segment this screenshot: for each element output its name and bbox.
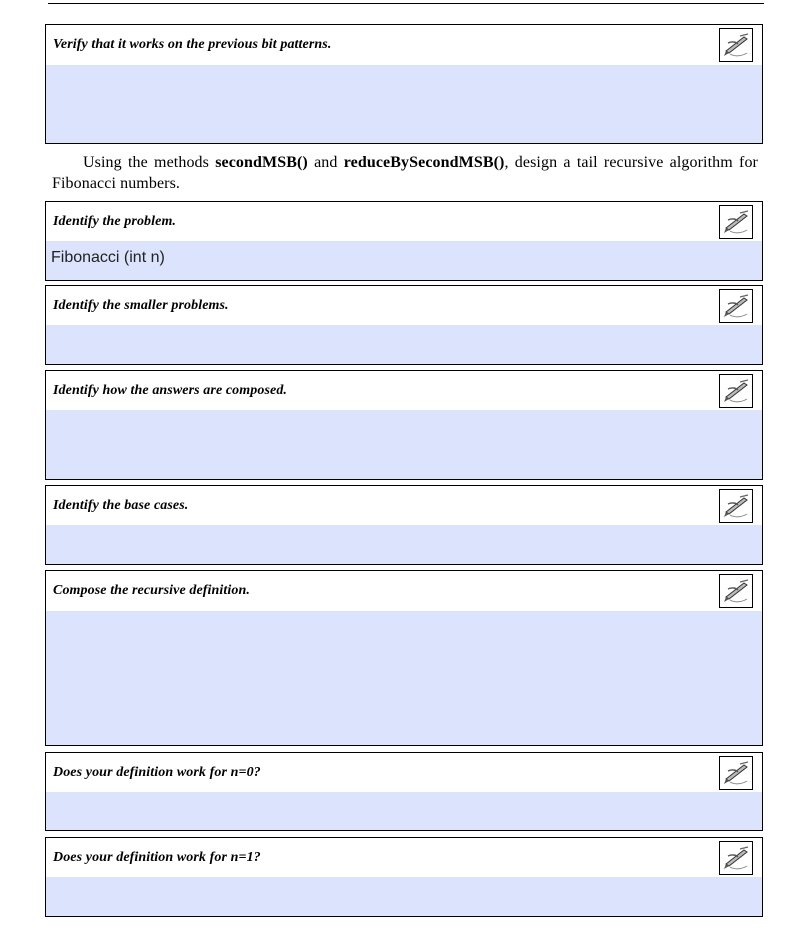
answer-box-n1 [45,837,763,917]
pen-edit-icon[interactable] [719,289,753,323]
answer-box-verify [45,24,763,144]
box-header [46,371,762,410]
answer-box-identify-problem [45,201,763,281]
answer-field[interactable] [46,410,762,479]
box-label: Identify the problem. [53,214,177,229]
box-header [46,753,762,792]
paragraph-text: Using the methods [83,154,216,171]
paragraph-text: and [307,154,344,171]
box-label: Identify how the answers are composed. [53,383,288,398]
box-header [46,25,762,64]
answer-value: Fibonacci (int n) [51,249,165,266]
answer-field[interactable] [46,325,762,364]
box-header [46,202,762,241]
answer-field[interactable] [46,241,762,280]
box-label: Does your definition work for n=1? [53,850,261,865]
answer-box-compose-answers [45,370,763,480]
box-label: Identify the base cases. [53,498,189,513]
box-header [46,486,762,525]
pen-edit-icon[interactable] [719,756,753,790]
box-header [46,838,762,877]
box-header [46,571,762,610]
top-rule [48,0,764,4]
answer-field[interactable] [46,877,762,916]
pen-edit-icon[interactable] [719,841,753,875]
answer-box-recursive-definition [45,570,763,746]
box-header [46,286,762,325]
method-name-second-msb: secondMSB() [215,154,308,171]
pen-edit-icon[interactable] [719,374,753,408]
answer-box-n0 [45,752,763,831]
box-label: Compose the recursive definition. [53,583,250,598]
box-label: Verify that it works on the previous bit patterns. [53,37,332,52]
answer-box-base-cases [45,485,763,565]
pen-edit-icon[interactable] [719,574,753,608]
pen-edit-icon[interactable] [719,489,753,523]
instruction-paragraph [52,152,758,194]
pen-edit-icon[interactable] [719,205,753,239]
answer-field[interactable] [46,525,762,564]
answer-field[interactable] [46,792,762,830]
box-label: Does your definition work for n=0? [53,765,261,780]
answer-box-smaller-problems [45,285,763,365]
answer-field[interactable] [46,611,762,745]
paragraph-text: , design a tail recursive algorithm for Fibonacci numbers. [52,154,758,192]
method-name-reduce-by-second-msb: reduceBySecondMSB() [343,154,505,171]
pen-edit-icon[interactable] [719,28,753,62]
answer-field[interactable] [46,65,762,143]
box-label: Identify the smaller problems. [53,298,229,313]
